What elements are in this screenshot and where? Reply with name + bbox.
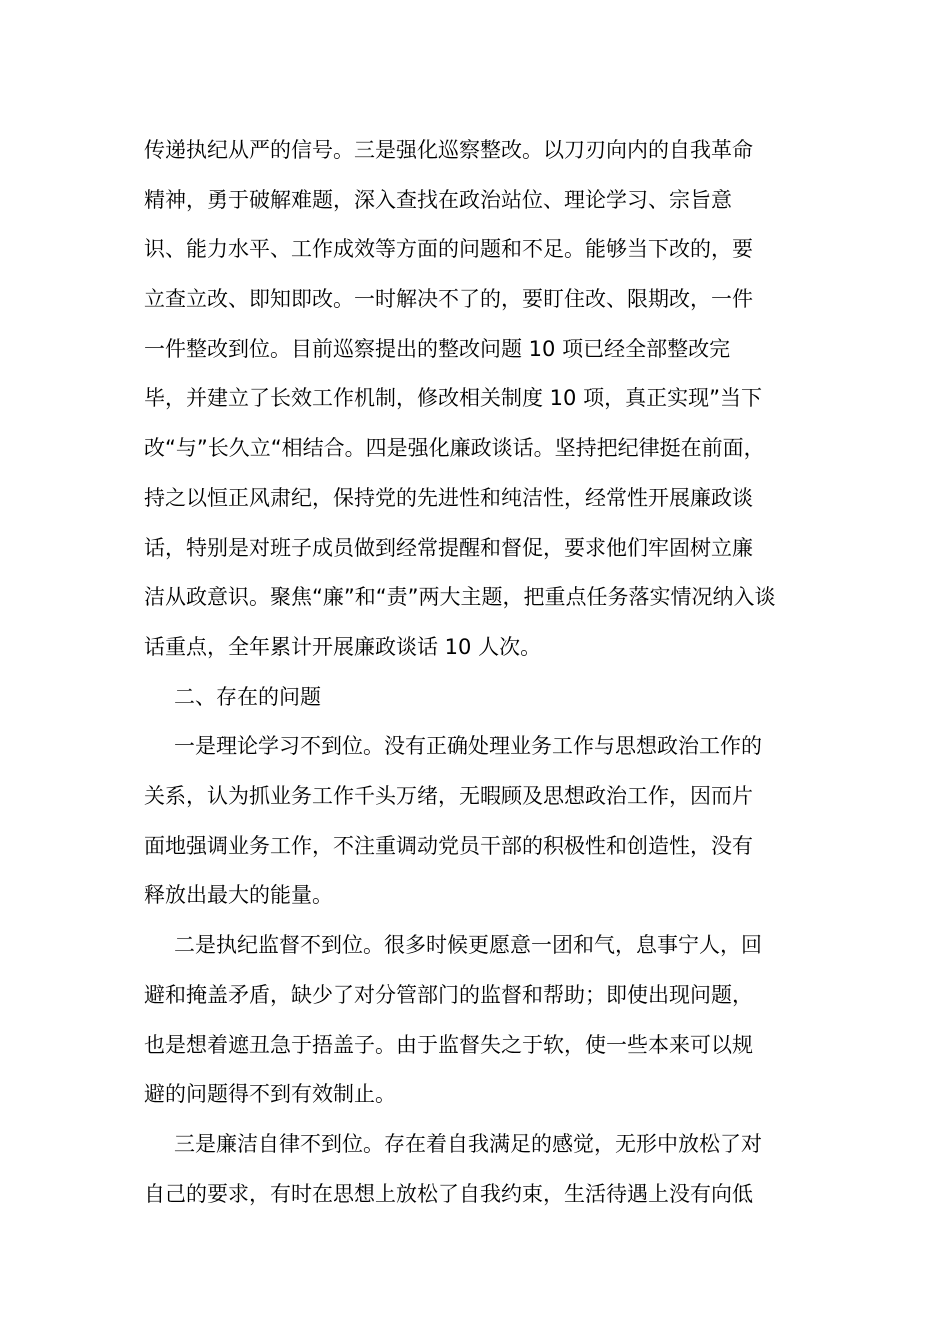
text-line: 传递执纪从严的信号。三是强化巡察整改。以刀刃向内的自我革命 bbox=[144, 138, 753, 162]
text-line: 持之以恒正风肃纪，保持党的先进性和纯洁性，经常性开展廉政谈 bbox=[144, 486, 753, 510]
text-line: 立查立改、即知即改。一时解决不了的，要盯住改、限期改，一件 bbox=[144, 287, 753, 311]
text-line: 关系，认为抓业务工作千头万绪，无暇顾及思想政治工作，因而片 bbox=[144, 784, 753, 808]
text-line: 改“与”长久立“相结合。四是强化廉政谈话。坚持把纪律挺在前面， bbox=[144, 436, 765, 460]
text-line: 避的问题得不到有效制止。 bbox=[144, 1082, 396, 1106]
text-line: 自己的要求，有时在思想上放松了自我约束，生活待遇上没有向低 bbox=[144, 1182, 753, 1206]
text-line: 识、能力水平、工作成效等方面的问题和不足。能够当下改的，要 bbox=[144, 237, 753, 261]
text-line: 释放出最大的能量。 bbox=[144, 883, 333, 907]
text-line: 毕，并建立了长效工作机制，修改相关制度 10 项，真正实现”当下 bbox=[144, 386, 762, 410]
text-line: 一是理论学习不到位。没有正确处理业务工作与思想政治工作的 bbox=[174, 734, 762, 758]
text-line: 三是廉洁自律不到位。存在着自我满足的感觉，无形中放松了对 bbox=[174, 1132, 762, 1156]
text-line: 话，特别是对班子成员做到经常提醒和督促，要求他们牢固树立廉 bbox=[144, 536, 753, 560]
section-heading: 二、存在的问题 bbox=[174, 685, 321, 709]
text-line: 避和掩盖矛盾，缺少了对分管部门的监督和帮助；即使出现问题， bbox=[144, 983, 753, 1007]
text-line: 面地强调业务工作，不注重调动党员干部的积极性和创造性，没有 bbox=[144, 834, 753, 858]
text-line: 精神，勇于破解难题，深入查找在政治站位、理论学习、宗旨意 bbox=[144, 188, 732, 212]
text-line: 一件整改到位。目前巡察提出的整改问题 10 项已经全部整改完 bbox=[144, 337, 731, 361]
text-line: 洁从政意识。聚焦“廉”和“责”两大主题，把重点任务落实情况纳入谈 bbox=[144, 585, 776, 609]
text-line: 二是执纪监督不到位。很多时候更愿意一团和气，息事宁人，回 bbox=[174, 933, 762, 957]
text-line: 也是想着遮丑急于捂盖子。由于监督失之于软，使一些本来可以规 bbox=[144, 1033, 753, 1057]
text-line: 话重点，全年累计开展廉政谈话 10 人次。 bbox=[144, 635, 542, 659]
